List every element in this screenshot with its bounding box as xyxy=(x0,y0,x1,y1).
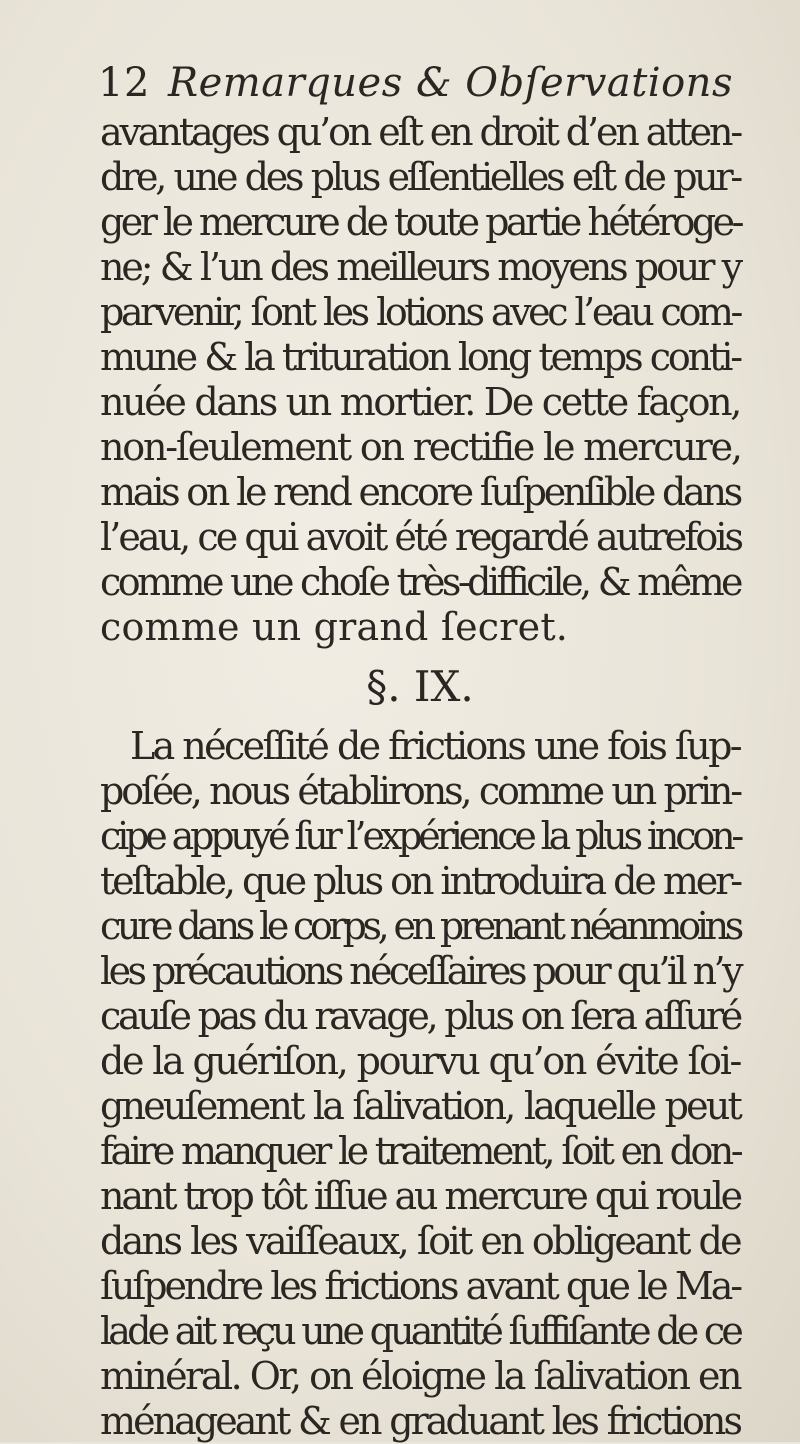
body-text xyxy=(100,110,740,1444)
text-line: comme un grand ſecret. xyxy=(100,605,569,649)
text-line: parvenir, ſont les lotions avec l’eau com- xyxy=(100,290,740,334)
text-line: ger le mercure de toute partie hétéroge- xyxy=(100,200,741,244)
running-title: Remarques & Obſervations xyxy=(168,60,733,106)
text-line: dans les vaiſſeaux, ſoit en obligeant de xyxy=(100,1219,740,1263)
text-line: lade ait reçu une quantité ſuffiſante de ce xyxy=(100,1309,740,1353)
text-line: gneuſement la ſalivation, laquelle peut xyxy=(100,1084,740,1128)
text-line: non-ſeulement on rectifie le mercure, xyxy=(100,425,741,469)
text-line: mais on le rend encore ſuſpenſible dans xyxy=(100,470,740,514)
text-line: minéral. Or, on éloigne la ſalivation en xyxy=(100,1354,740,1398)
text-line: comme une choſe très-difficile, & même xyxy=(100,560,740,604)
text-line: de la guériſon, pourvu qu’on évite ſoi- xyxy=(100,1039,740,1083)
text-line: cauſe pas du ravage, plus on ſera aſſuré xyxy=(100,994,740,1038)
text-line: ménageant & en graduant les frictions xyxy=(100,1399,740,1443)
text-line: teſtable, que plus on introduira de mer- xyxy=(100,859,740,903)
text-line: les précautions néceſſaires pour qu’il n’y xyxy=(100,949,740,993)
text-line: faire manquer le traitement, ſoit en don- xyxy=(100,1129,740,1173)
text-line: avantages qu’on eſt en droit d’en atten- xyxy=(100,110,741,154)
text-line: poſée, nous établirons, comme un prin- xyxy=(100,769,740,813)
text-line: l’eau, ce qui avoit été regardé autrefois xyxy=(100,515,742,559)
text-line: ne; & l’un des meilleurs moyens pour y xyxy=(100,245,740,289)
page-header xyxy=(98,60,733,106)
text-line: nant trop tôt iſſue au mercure qui roule xyxy=(100,1174,741,1218)
text-line: nuée dans un mortier. De cette façon, xyxy=(100,380,740,424)
text-line: ſuſpendre les frictions avant que le Ma- xyxy=(100,1264,740,1308)
text-line: La néceſſité de frictions une fois ſup- xyxy=(130,724,740,768)
text-line: cipe appuyé ſur l’expérience la plus incon- xyxy=(100,814,741,858)
text-line: cure dans le corps, en prenant néanmoins xyxy=(100,904,740,948)
section-heading: §. IX. xyxy=(366,662,474,711)
text-line: dre, une des plus eſſentielles eſt de pur- xyxy=(100,155,740,199)
page-number: 12 xyxy=(98,60,150,106)
text-line: mune & la trituration long temps conti- xyxy=(100,335,740,379)
